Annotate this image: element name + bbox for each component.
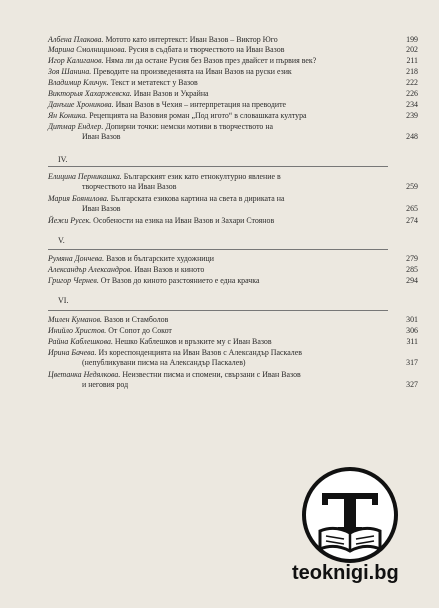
section-heading: V. — [58, 236, 65, 245]
page-number: 222 — [406, 78, 418, 87]
toc-entry: Елицина Перникашка. Българският език като етнокултурно явление в творчеството на Иван Вазов 259 — [48, 172, 418, 191]
toc-entry: Ирина Бачева. Из кореспонденцията на Иван Вазов с Александър Паскалев (непубликувани писма на Александър Паскалев) 317 — [48, 348, 418, 367]
section-heading: VI. — [58, 296, 69, 305]
page-number: 301 — [406, 315, 418, 324]
section-heading: IV. — [58, 155, 68, 164]
page-number: 211 — [406, 56, 418, 65]
brand-watermark: teoknigi.bg — [292, 562, 399, 584]
toc-entry: Дитмар Ендлер. Допирни точки: немски мотиви в творчеството на Иван Вазов 248 — [48, 122, 418, 141]
toc-entry: Милен Куманов. Вазов и Стамболов 301 — [48, 315, 418, 324]
toc-entry: Мария Боянилова. Българската езикова картина на света в дирикатa на Иван Вазов 265 — [48, 194, 418, 213]
divider — [48, 166, 388, 167]
page-number: 226 — [406, 89, 418, 98]
page-number: 239 — [406, 111, 418, 120]
toc-entry: Игор Калиганов. Няма ли да остане Русия без Вазов през двайсет и първия век? 211 — [48, 56, 418, 65]
divider — [48, 310, 388, 311]
toc-entry: Викторыя Хахаржевска. Иван Вазов и Украйна 226 — [48, 89, 418, 98]
page-number: 274 — [406, 216, 418, 225]
page-number: 259 — [406, 182, 418, 191]
toc-entry: Марина Смолницинова. Русия в съдбата и творчеството на Иван Вазов 202 — [48, 45, 418, 54]
book-logo-icon — [300, 465, 400, 565]
page-number: 265 — [406, 204, 418, 213]
toc-entry: Ян Коншка. Рецепцията на Вазовия роман „Под игото“ в словашката култура 239 — [48, 111, 418, 120]
toc-entry: Данъше Хроникова. Иван Вазов в Чехия – интерпретация на преводите 234 — [48, 100, 418, 109]
toc-entry: Зоя Шанина. Преводите на произведенията на Иван Вазов на руски език 218 — [48, 67, 418, 76]
toc-entry: Цветанка Недялкова. Неизвестни писма и спомени, свързани с Иван Вазов и неговия род 327 — [48, 370, 418, 389]
toc-entry: Инийло Христов. От Сопот до Сокот 306 — [48, 326, 418, 335]
page-number: 248 — [406, 132, 418, 141]
page-number: 234 — [406, 100, 418, 109]
page-number: 285 — [406, 265, 418, 274]
page-number: 199 — [406, 35, 418, 44]
page-number: 279 — [406, 254, 418, 263]
toc-entry: Райна Каблешкова. Нешко Каблешков и връзките му с Иван Вазов 311 — [48, 337, 418, 346]
page-number: 327 — [406, 380, 418, 389]
toc-entry: Владимир Кличук. Текст и метатекст у Вазов 222 — [48, 78, 418, 87]
page-number: 317 — [406, 358, 418, 367]
page-number: 306 — [406, 326, 418, 335]
page-number: 202 — [406, 45, 418, 54]
toc-entry: Григор Чернев. От Вазов до киното разстоянието е една крачка 294 — [48, 276, 418, 285]
page-number: 311 — [406, 337, 418, 346]
toc-entry: Александър Александров. Иван Вазов и киното 285 — [48, 265, 418, 274]
toc-entry: Румяна Дончева. Вазов и българските художници 279 — [48, 254, 418, 263]
divider — [48, 249, 388, 250]
toc-entry: Йежи Русек. Особености на езика на Иван Вазов и Захари Стоянов 274 — [48, 216, 418, 225]
page-number: 294 — [406, 276, 418, 285]
page-number: 218 — [406, 67, 418, 76]
toc-entry: Албена Плакова. Мотото като интертекст: Иван Вазов – Виктор Юго 199 — [48, 35, 418, 44]
